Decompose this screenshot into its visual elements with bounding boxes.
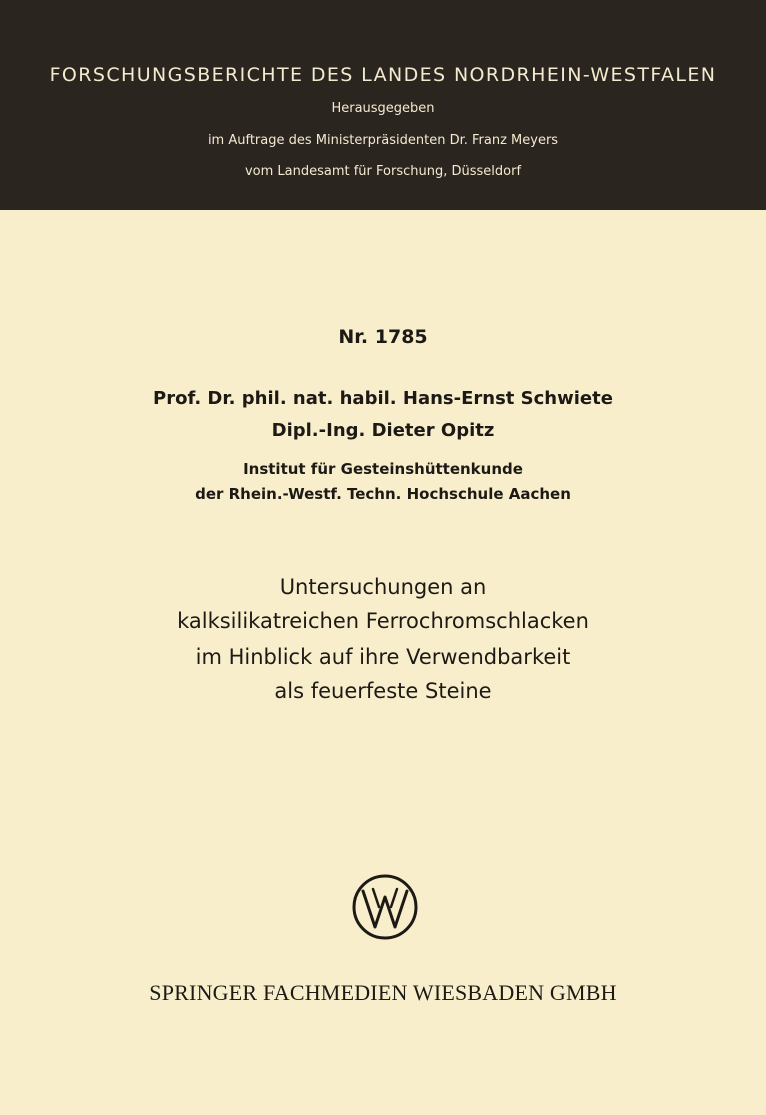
header-band	[0, 0, 766, 210]
book-title-line-2: kalksilikatreichen Ferrochromschlacken	[177, 609, 589, 633]
author-1: Prof. Dr. phil. nat. habil. Hans-Ernst Schwiete	[153, 388, 613, 409]
header-line-commission: im Auftrage des Ministerpräsidenten Dr. Franz Meyers	[207, 133, 559, 148]
book-title-line-3: im Hinblick auf ihre Verwendbarkeit	[195, 645, 571, 669]
book-title-line-1: Untersuchungen an	[279, 575, 487, 599]
header-line-editor: Herausgegeben	[331, 101, 435, 116]
header-line-office: vom Landesamt für Forschung, Düsseldorf	[244, 164, 522, 179]
series-title: FORSCHUNGSBERICHTE DES LANDES NORDRHEIN-WESTFALEN	[49, 64, 717, 86]
institute-line-1: Institut für Gesteinshüttenkunde	[243, 460, 523, 478]
publisher-name: SPRINGER FACHMEDIEN WIESBADEN GMBH	[149, 980, 617, 1005]
springer-vs-logo-icon	[351, 873, 419, 941]
book-title-line-4: als feuerfeste Steine	[274, 679, 492, 703]
author-2: Dipl.-Ing. Dieter Opitz	[271, 420, 495, 441]
issue-number: Nr. 1785	[338, 326, 428, 348]
institute-line-2: der Rhein.-Westf. Techn. Hochschule Aachen	[195, 485, 571, 503]
